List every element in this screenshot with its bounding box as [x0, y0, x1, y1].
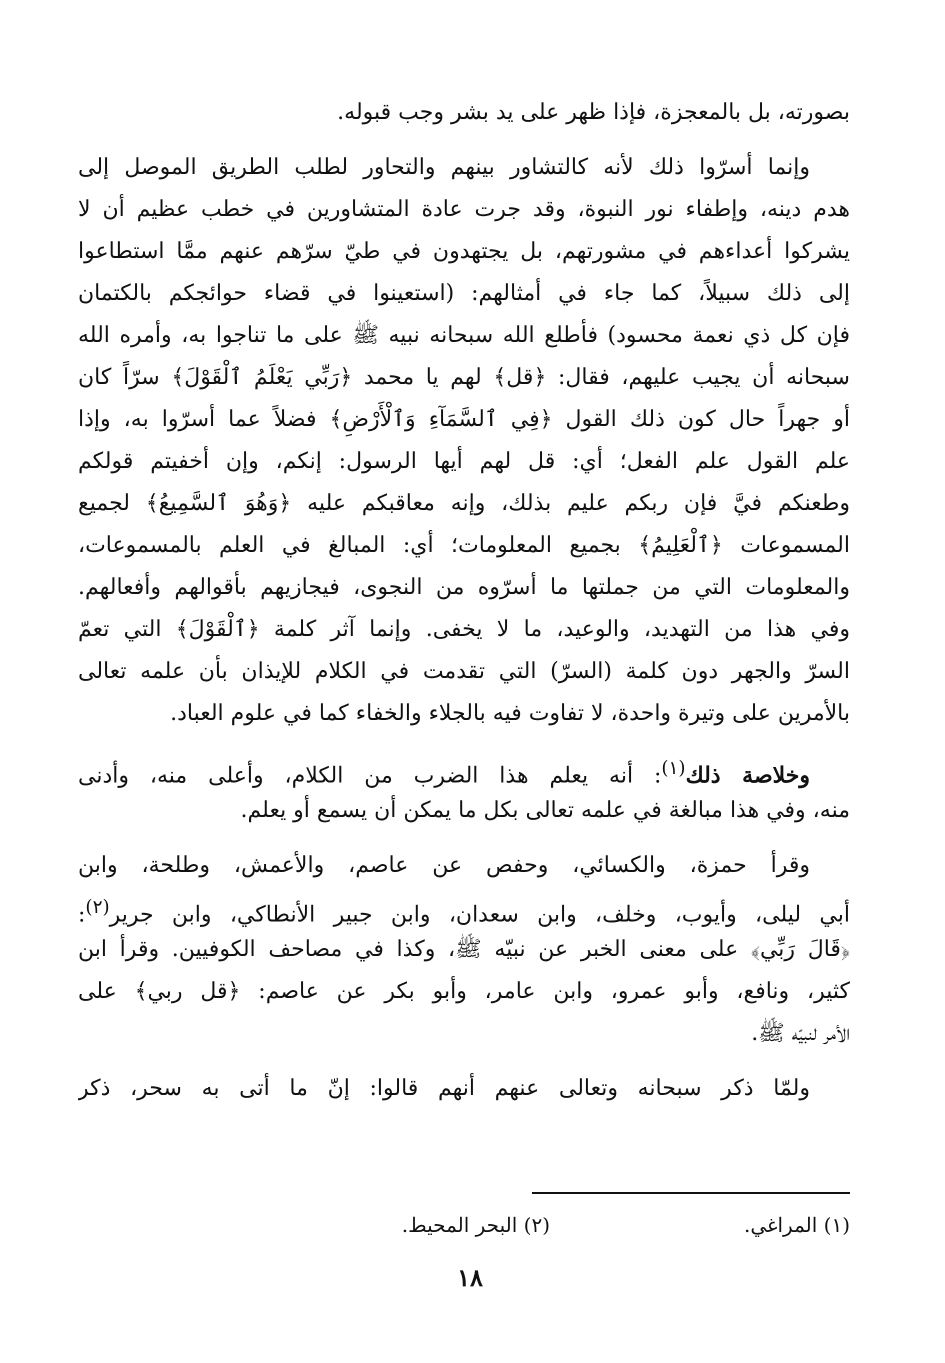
footnotes	[260, 1209, 850, 1241]
text-line: فإن كل ذي نعمة محسود) فأطلع الله سبحانه نبيه ﷺ على ما تناجوا به، وأمره الله	[78, 323, 850, 348]
text-line: هدم دينه، وإطفاء نور النبوة، وقد جرت عادة المتشاورين في خطب عظيم أن لا	[78, 197, 850, 222]
footnote-ref: (١)	[661, 758, 686, 779]
text-line	[78, 887, 850, 929]
text-line: علم القول علم الفعل؛ أي: قل لهم أيها الرسول: إنكم، وإن أخفيتم قولكم	[78, 449, 850, 474]
paragraph-4	[78, 845, 850, 1055]
page-number: ١٨	[457, 1263, 483, 1292]
text-line: وفي هذا من التهديد، والوعيد، ما لا يخفى. وإنما آثر كلمة ﴿ٱلْقَوْلَ﴾ التي تعمّ	[78, 617, 850, 642]
text-line: منه، وفي هذا مبالغة في علمه تعالى بكل ما يمكن أن يسمع أو يعلم.	[240, 798, 850, 823]
text-run: :	[78, 902, 86, 928]
text-line: وإنما أسرّوا ذلك لأنه كالتشاور بينهم والتحاور لطلب الطريق الموصل إلى	[78, 155, 810, 180]
text-line: يشركوا أعداءهم في مشورتهم، بل يجتهدون في طيّ سرّهم عنهم ممَّا استطاعوا	[78, 239, 850, 264]
text-line: بالأمرين على وتيرة واحدة، لا تفاوت فيه بالجلاء والخفاء كما في علوم العباد.	[170, 701, 850, 726]
page-body	[78, 92, 850, 1110]
paragraph-3	[78, 748, 850, 832]
text-line: بصورته، بل بالمعجزة، فإذا ظهر على يد بشر وجب قبوله.	[337, 100, 850, 125]
footnote-divider	[532, 1192, 850, 1194]
text-run: أبي ليلى، وأيوب، وخلف، وابن سعدان، وابن جبير الأنطاكي، وابن جرير	[109, 902, 850, 928]
footnote-2: (٢) البحر المحيط.	[401, 1213, 550, 1237]
text-run: : أنه يعلم هذا الضرب من الكلام، وأعلى منه، وأدنى	[78, 763, 662, 789]
text-line: أو جهراً حال كون ذلك القول ﴿فِي ٱلسَّمَآءِ وَٱلْأَرْضِ﴾ فضلاً عما أسرّوا به، وإذا	[78, 407, 850, 432]
text-line: المسموعات ﴿ٱلْعَلِيمُ﴾ بجميع المعلومات؛ أي: المبالغ في العلم بالمسموعات،	[78, 533, 850, 558]
footnote-ref: (٢)	[85, 897, 110, 918]
paragraph-2	[78, 147, 850, 735]
text-line: سبحانه أن يجيب عليهم، فقال: ﴿قل﴾ لهم يا محمد ﴿رَبِّي يَعْلَمُ ٱلْقَوْلَ﴾ سرّاً كان	[78, 365, 850, 390]
summary-heading: وخلاصة ذلك	[685, 762, 810, 789]
text-line: وطعنكم فيَّ فإن ربكم عليم بذلك، وإنه معاقبكم عليه ﴿وَهُوَ ٱلسَّمِيعُ﴾ لجميع	[78, 491, 850, 516]
text-line	[78, 748, 850, 790]
text-line: ولمّا ذكر سبحانه وتعالى عنهم أنهم قالوا: إنّ ما أتى به سحر، ذكر	[78, 1076, 810, 1101]
paragraph-5	[78, 1068, 850, 1110]
text-line: الأمر لنبيّه ﷺ.	[751, 1021, 850, 1046]
text-line: ﴿قَالَ رَبِّي﴾ على معنى الخبر عن نبيّه ﷺ، وكذا في مصاحف الكوفيين. وقرأ ابن	[78, 937, 850, 962]
footnote-1: (١) المراغي.	[743, 1213, 850, 1237]
text-line: كثير، ونافع، وأبو عمرو، وابن عامر، وأبو بكر عن عاصم: ﴿قل ربي﴾ على	[78, 979, 850, 1004]
paragraph-1	[78, 92, 850, 134]
text-line: إلى ذلك سبيلاً، كما جاء في أمثالهم: (استعينوا في قضاء حوائجكم بالكتمان	[78, 281, 850, 306]
text-line: والمعلومات التي من جملتها ما أسرّوه من النجوى، فيجازيهم بأقوالهم وأفعالهم.	[78, 575, 850, 600]
text-line: السرّ والجهر دون كلمة (السرّ) التي تقدمت في الكلام للإيذان بأن علمه تعالى	[78, 659, 850, 684]
text-line: وقرأ حمزة، والكسائي، وحفص عن عاصم، والأعمش، وطلحة، وابن	[78, 853, 810, 878]
